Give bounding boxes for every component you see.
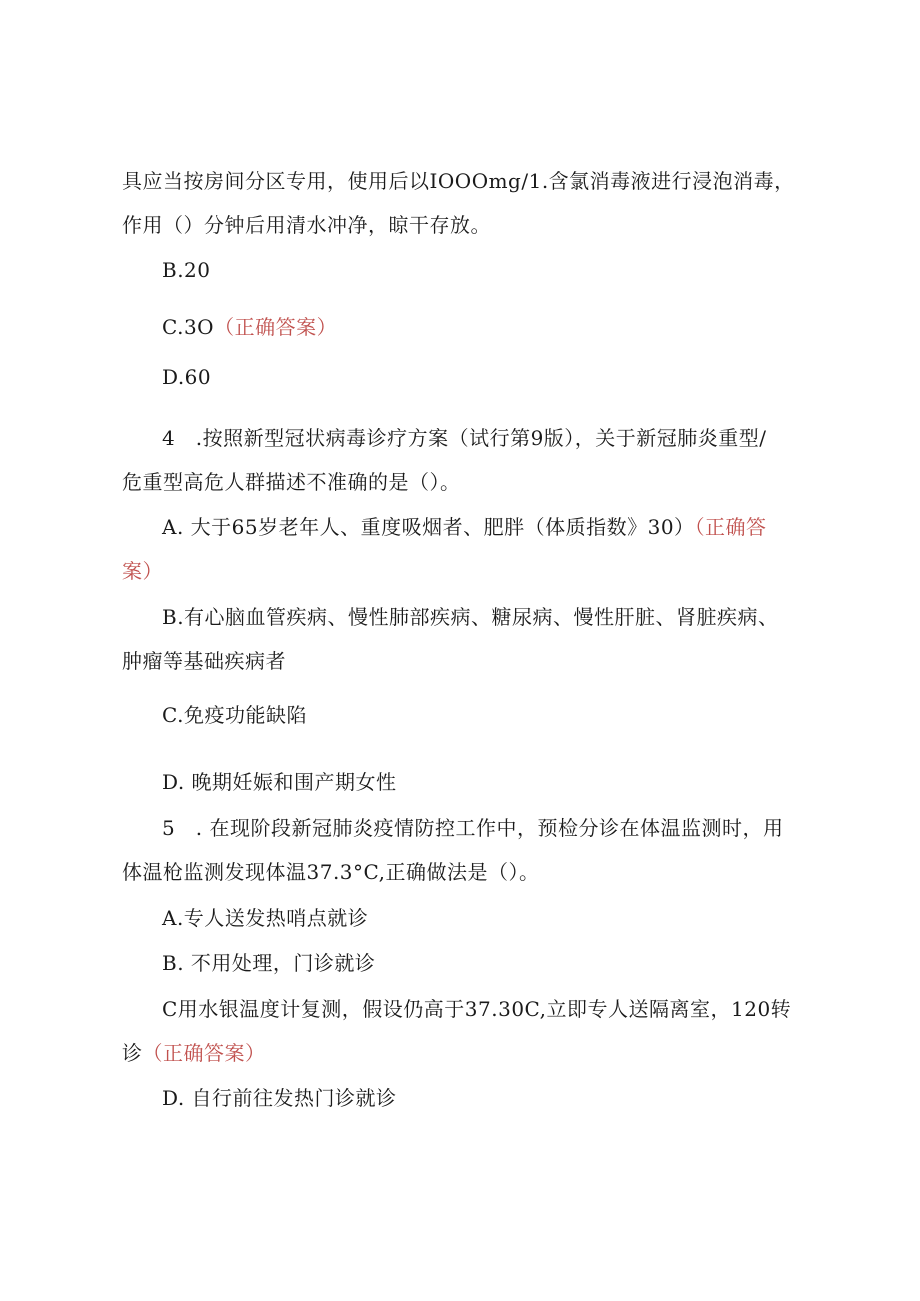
correct-answer-mark: （正确答案） — [214, 315, 338, 339]
question-5-text-line-1: 5 . 在现阶段新冠肺炎疫情防控工作中，预检分诊在体温监测时，用 — [162, 816, 784, 840]
question-4-option-a — [162, 514, 767, 540]
question-3-option-c — [162, 314, 337, 340]
question-3-option-d: D.60 — [162, 365, 212, 389]
question-4-option-d: D. 晚期妊娠和围产期女性 — [162, 770, 397, 794]
question-5-option-c-text: 诊 — [122, 1041, 143, 1065]
question-5-option-b: B. 不用处理，门诊就诊 — [162, 951, 376, 975]
correct-answer-mark: （正确答案） — [142, 1041, 266, 1065]
question-5-option-a: A.专人送发热哨点就诊 — [162, 906, 369, 930]
question-5-text-line-2: 体温枪监测发现体温37.3°C,正确做法是（）。 — [122, 860, 540, 884]
question-5-option-c-line-1: C用水银温度计复测，假设仍高于37.30C,立即专人送隔离室，120转 — [162, 997, 792, 1021]
question-3-option-c-text: C.3O — [162, 315, 215, 339]
question-4-option-b-line-2: 肿瘤等基础疾病者 — [122, 649, 286, 673]
question-5-option-c-line-2 — [122, 1040, 266, 1066]
question-4-option-c: C.免疫功能缺陷 — [162, 703, 307, 727]
correct-answer-mark-continued: 案） — [122, 559, 163, 583]
question-4-option-a-text: A. 大于65岁老年人、重度吸烟者、肥胖（体质指数》30） — [162, 515, 695, 539]
question-4-text-line-1: 4 .按照新型冠状病毒诊疗方案（试行第9版），关于新冠肺炎重型/ — [162, 426, 767, 450]
question-5-option-d: D. 自行前往发热门诊就诊 — [162, 1086, 397, 1110]
question-3-text-line-2: 作用（）分钟后用清水冲净，晾干存放。 — [122, 213, 491, 237]
question-3-option-b: B.20 — [162, 258, 211, 282]
question-4-option-b-line-1: B.有心脑血管疾病、慢性肺部疾病、糖尿病、慢性肝脏、肾脏疾病、 — [162, 605, 779, 629]
correct-answer-mark: （正确答 — [694, 515, 767, 539]
question-3-text-line-1: 具应当按房间分区专用，使用后以IOOOmg/1.含氯消毒液进行浸泡消毒， — [122, 169, 795, 193]
question-4-text-line-2: 危重型高危人群描述不准确的是（）。 — [122, 470, 461, 494]
